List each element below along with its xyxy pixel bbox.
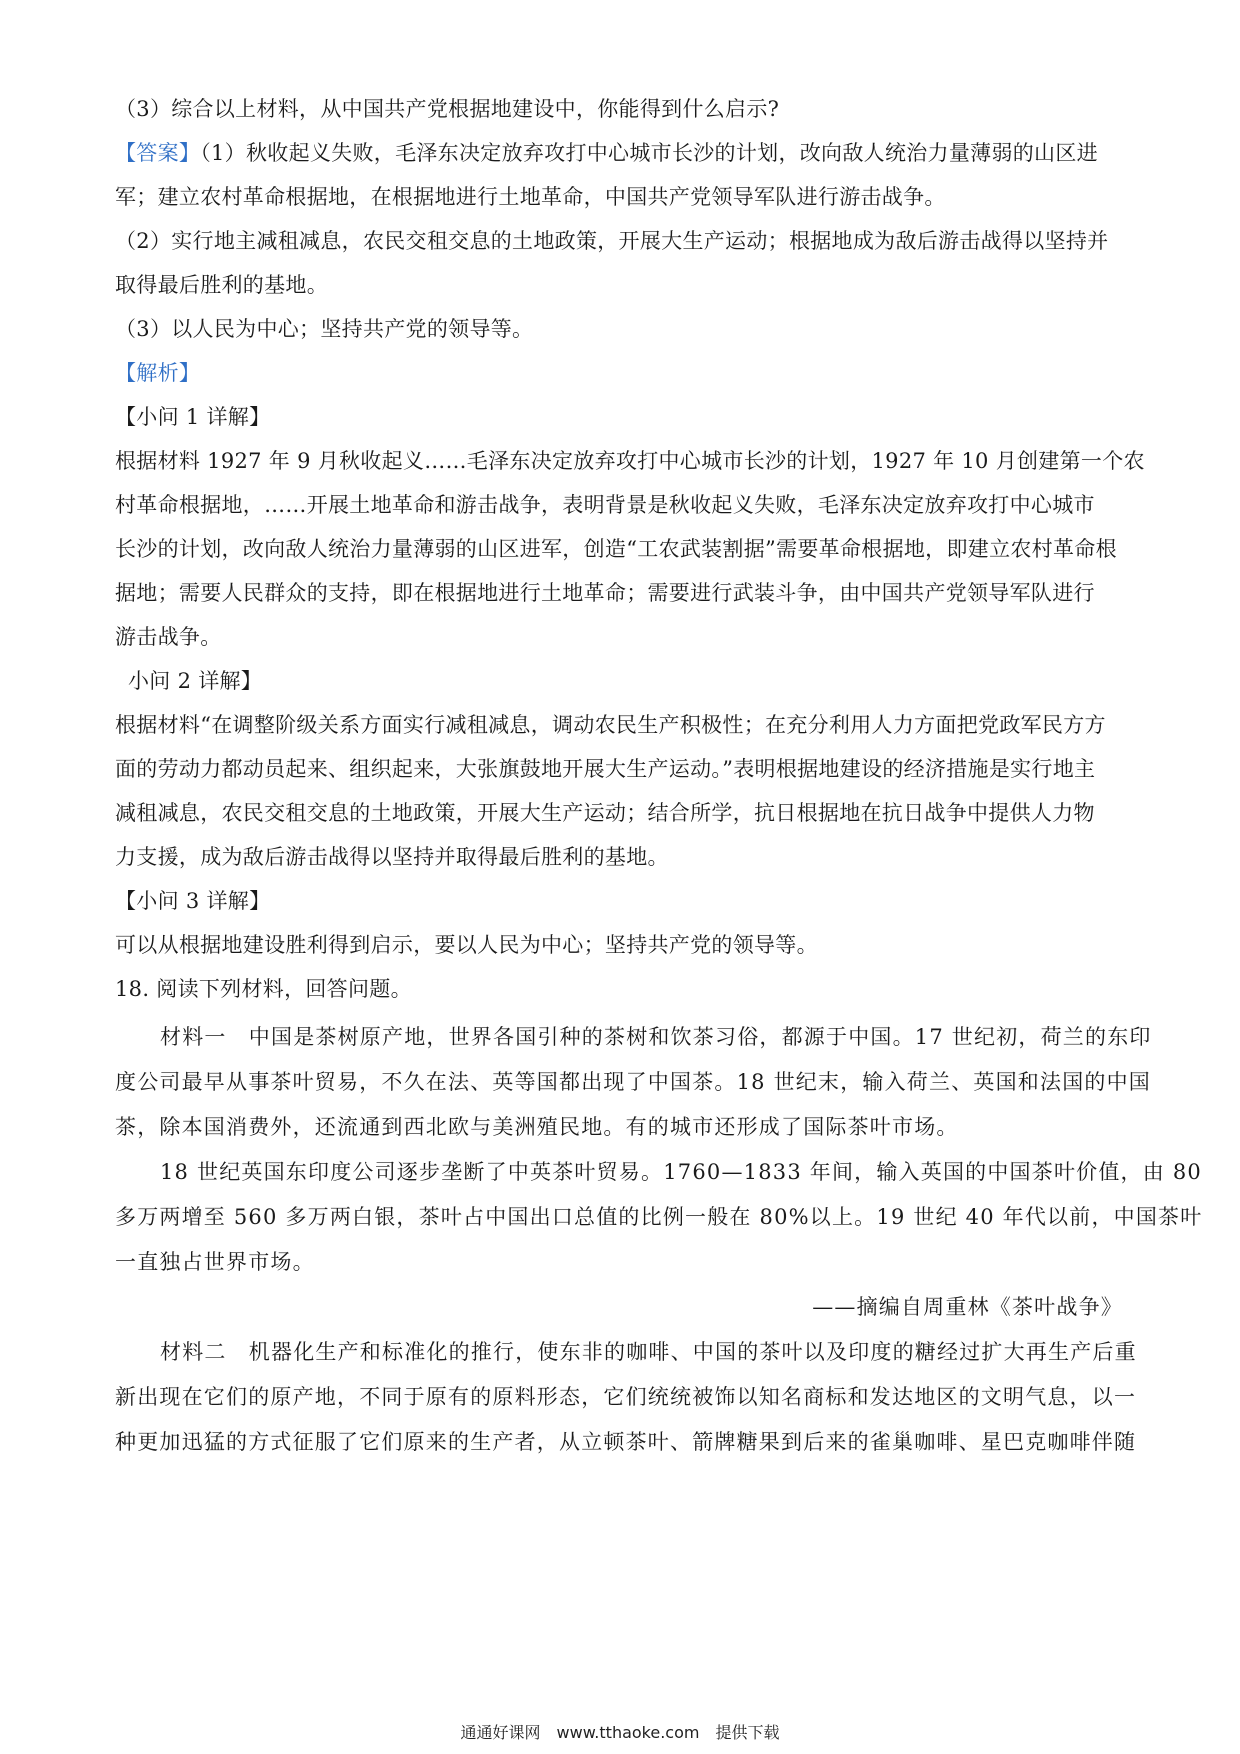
material1-line: 材料一 中国是茶树原产地，世界各国引种的茶树和饮茶习俗，都源于中国。17 世纪初，荷兰的东印	[160, 1025, 1152, 1049]
sub2-line: 面的劳动力都动员起来、组织起来，大张旗鼓地开展大生产运动。”表明根据地建设的经济措施是实行地主	[115, 757, 1096, 781]
sub2-line: 力支援，成为敌后游击战得以坚持并取得最后胜利的基地。	[115, 845, 669, 869]
sub3-line: 可以从根据地建设胜利得到启示，要以人民为中心；坚持共产党的领导等。	[115, 933, 818, 957]
sub2-line: 减租减息，农民交租交息的土地政策，开展大生产运动；结合所学，抗日根据地在抗日战争中提供人力物	[115, 801, 1095, 825]
sub1-line: 根据材料 1927 年 9 月秋收起义……毛泽东决定放弃攻打中心城市长沙的计划，1927 年 10 月创建第一个农	[115, 449, 1145, 473]
material1b-line: 一直独占世界市场。	[115, 1250, 315, 1274]
material2-line: 新出现在它们的原产地，不同于原有的原料形态，它们统统被饰以知名商标和发达地区的文明气息，以一	[115, 1385, 1137, 1409]
answer-part1-line2: 军；建立农村革命根据地，在根据地进行土地革命，中国共产党领导军队进行游击战争。	[115, 185, 946, 209]
sub2-line: 根据材料“在调整阶级关系方面实行减租减息，调动农民生产积极性；在充分利用人力方面把党政军民方方	[115, 713, 1106, 737]
q17-part3-question: （3）综合以上材料，从中国共产党根据地建设中，你能得到什么启示?	[115, 97, 780, 121]
answer-part3: （3）以人民为中心；坚持共产党的领导等。	[115, 317, 534, 341]
sub2-title: 小问 2 详解】	[128, 669, 263, 693]
material1b-line: 多万两增至 560 多万两白银，茶叶占中国出口总值的比例一般在 80%以上。19 世纪 40 年代以前，中国茶叶	[115, 1205, 1203, 1229]
material1-line: 度公司最早从事茶叶贸易，不久在法、英等国都出现了中国茶。18 世纪末，输入荷兰、英国和法国的中国	[115, 1070, 1151, 1094]
material2-line: 材料二 机器化生产和标准化的推行，使东非的咖啡、中国的茶叶以及印度的糖经过扩大再生产后重	[160, 1340, 1137, 1364]
q18-stem: 18. 阅读下列材料，回答问题。	[115, 977, 412, 1001]
answer-part2-line1: （2）实行地主减租减息，农民交租交息的土地政策，开展大生产运动；根据地成为敌后游击战得以坚持并	[115, 229, 1109, 253]
analysis-tag: 【解析】	[115, 361, 201, 385]
material1-line: 茶，除本国消费外，还流通到西北欧与美洲殖民地。有的城市还形成了国际茶叶市场。	[115, 1115, 959, 1139]
answer-tag: 【答案】	[115, 141, 201, 165]
sub1-title: 【小问 1 详解】	[115, 405, 271, 429]
material1b-line: 18 世纪英国东印度公司逐步垄断了中英茶叶贸易。1760—1833 年间，输入英国的中国茶叶价值，由 80	[160, 1160, 1202, 1184]
sub3-title: 【小问 3 详解】	[115, 889, 271, 913]
material-source: ——摘编自周重林《茶叶战争》	[812, 1295, 1123, 1319]
sub1-line: 游击战争。	[115, 625, 222, 649]
sub1-line: 据地；需要人民群众的支持，即在根据地进行土地革命；需要进行武装斗争，由中国共产党领导军队进行	[115, 581, 1095, 605]
sub1-line: 长沙的计划，改向敌人统治力量薄弱的山区进军，创造“工农武装割据”需要革命根据地，即建立农村革命根	[115, 537, 1117, 561]
answer-part2-line2: 取得最后胜利的基地。	[115, 273, 328, 297]
sub1-line: 村革命根据地，……开展土地革命和游击战争，表明背景是秋收起义失败，毛泽东决定放弃攻打中心城市	[115, 493, 1095, 517]
answer-part1-line1: 【答案】（1）秋收起义失败，毛泽东决定放弃攻打中心城市长沙的计划，改向敌人统治力量薄弱的山区进	[115, 141, 1098, 165]
page-footer: 通通好课网 www.tthaoke.com 提供下载	[460, 1723, 780, 1742]
material2-line: 种更加迅猛的方式征服了它们原来的生产者，从立顿茶叶、箭牌糖果到后来的雀巢咖啡、星巴克咖啡伴随	[115, 1430, 1137, 1454]
